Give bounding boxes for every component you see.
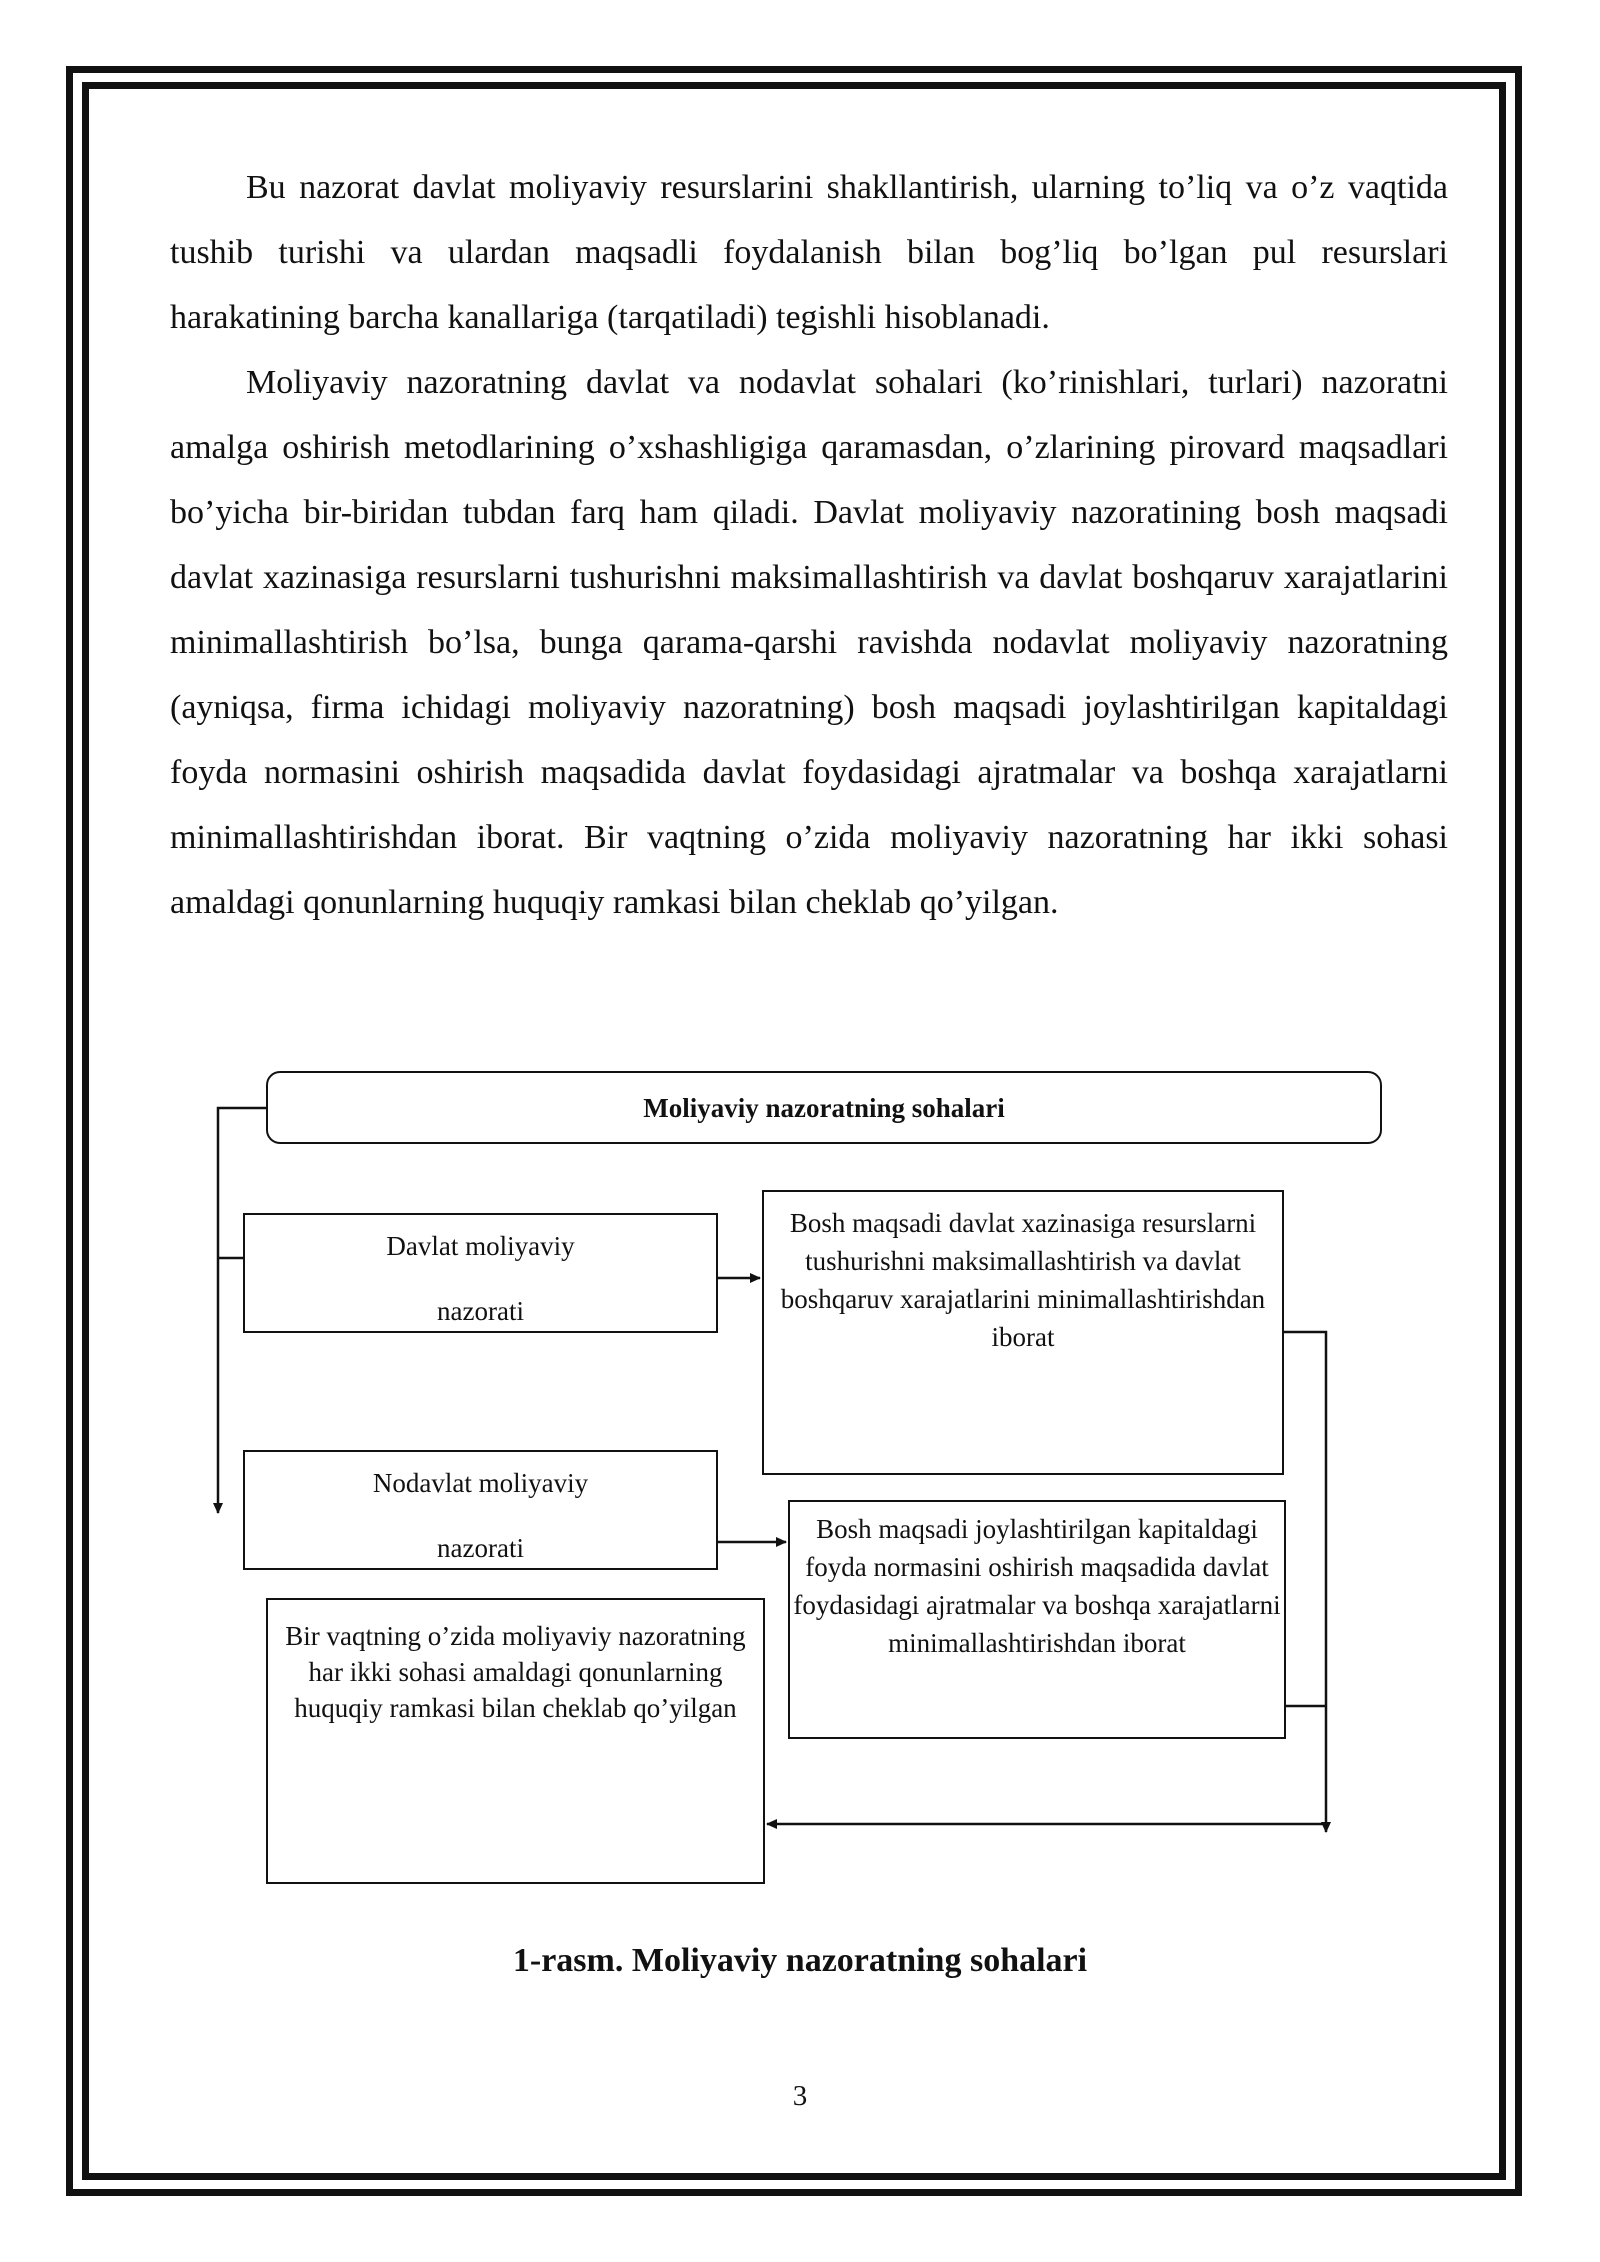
paragraph-2: Moliyaviy nazoratning davlat va nodavlat sohalari (ko’rinishlari, turlari) nazoratni amalga oshirish metodlarining o’xshashligiga qaramasdan, o’zlarining pirovard maqsadlari bo’yicha bir-biridan tubdan farq ham qiladi. Davlat moliyaviy nazoratining bosh maqsadi davlat xazinasiga resurslarni tushurishni maksimallashtirish va davlat boshqaruv xarajatlarini minimallashtirish bo’lsa, bunga qarama-qarshi ravishda nodavlat moliyaviy nazoratning (ayniqsa, firma ichidagi moliyaviy nazoratning) bosh maqsadi joylashtirilgan kapitaldagi foyda normasini oshirish maqsadida davlat foydasidagi ajratmalar va boshqa xarajatlarni minimallashtirishdan iborat. Bir vaqtning o’zida moliyaviy nazoratning har ikki sohasi amaldagi qonunlarning huquqiy ramkasi bilan cheklab qo’yilgan. — [170, 364, 1448, 921]
page-number: 3 — [792, 2080, 808, 2112]
gov-control-line1: Davlat moliyaviy — [386, 1231, 575, 1261]
nongov-control-line1: Nodavlat moliyaviy — [372, 1468, 589, 1498]
nongov-goal-text: Bosh maqsadi joylashtirilgan kapitaldagi foyda normasini oshirish maqsadida davlat foydasidagi ajratmalar va boshqa xarajatlarni minimallashtirishdan iborat — [793, 1514, 1281, 1658]
common-constraint-box — [266, 1598, 765, 1884]
diagram-title: Moliyaviy nazoratning sohalari — [643, 1092, 1005, 1123]
nongov-goal-box — [788, 1500, 1286, 1739]
gov-control-box — [243, 1213, 718, 1333]
gov-goal-text: Bosh maqsadi davlat xazinasiga resurslarni tushurishni maksimallashtirish va davlat boshqaruv xarajatlarini minimallashtirishdan iborat — [780, 1208, 1266, 1352]
nongov-control-box — [243, 1450, 718, 1570]
diagram-title-box — [266, 1071, 1382, 1144]
gov-goal-box — [762, 1190, 1284, 1475]
nongov-control-line2: nazorati — [437, 1533, 524, 1563]
figure-caption: 1-rasm. Moliyaviy nazoratning sohalari — [512, 1942, 1088, 1979]
paragraph-1: Bu nazorat davlat moliyaviy resurslarini shakllantirish, ularning to’liq va o’z vaqtida tushib turishi va ulardan maqsadli foydalanish bilan bog’liq bo’lgan pul resurslari harakatining barcha kanallariga (tarqatiladi) tegishli hisoblanadi. — [170, 169, 1448, 336]
right-bracket-line — [1284, 1332, 1326, 1832]
common-constraint-text: Bir vaqtning o’zida moliyaviy nazoratning har ikki sohasi amaldagi qonunlarning huquqiy ramkasi bilan cheklab qo’yilgan — [285, 1621, 746, 1723]
gov-control-line2: nazorati — [437, 1296, 524, 1326]
